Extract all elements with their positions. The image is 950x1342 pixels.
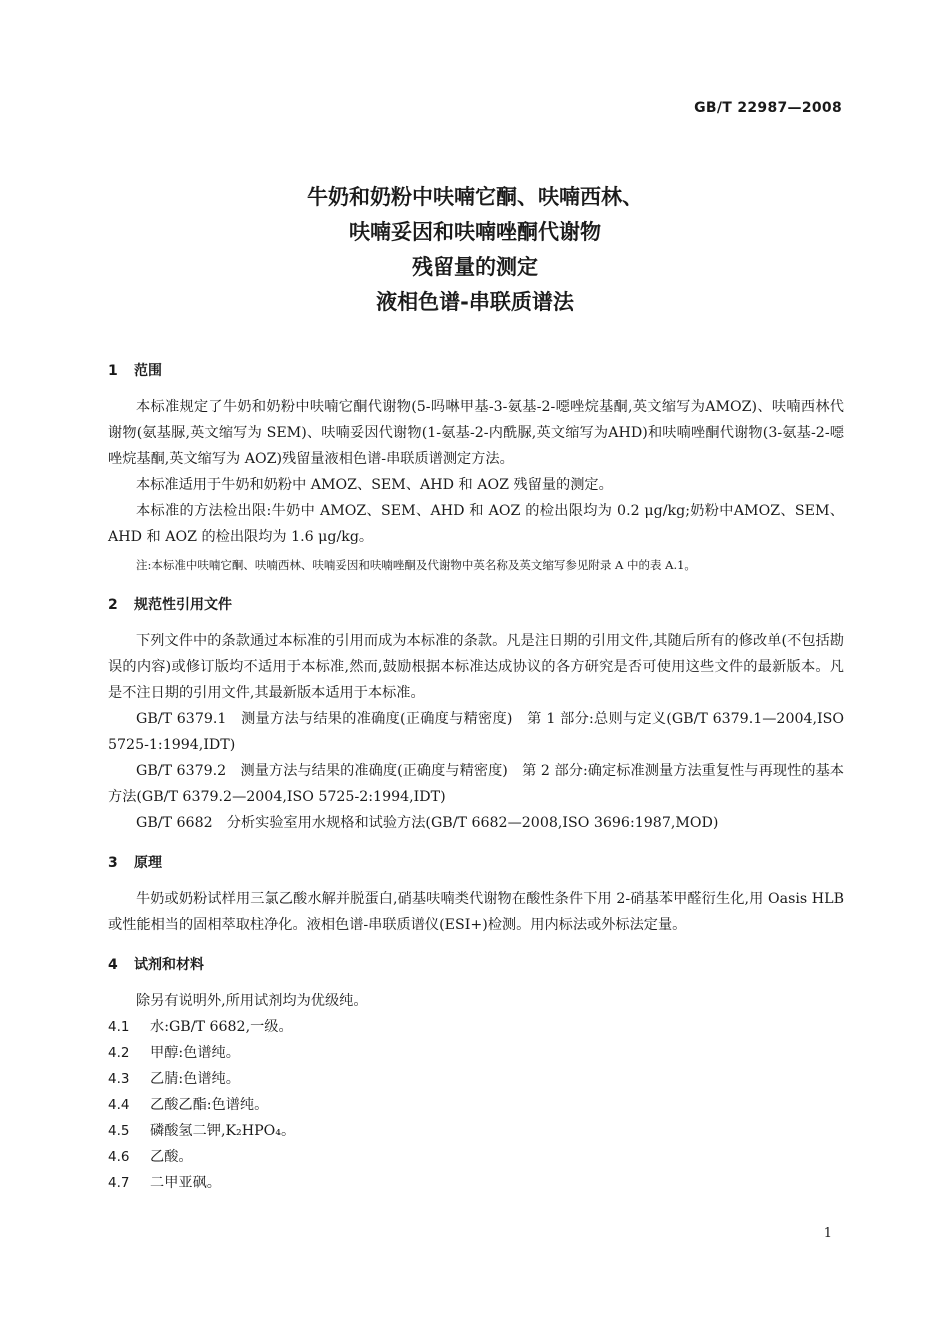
reference-item: GB/T 6379.1 测量方法与结果的准确度(正确度与精密度) 第 1 部分:总则与定义(GB/T 6379.1—2004,ISO 5725-1:1994,IDT) — [108, 711, 844, 753]
item-text: 乙腈:色谱纯。 — [150, 1071, 240, 1087]
section-number: 3 — [108, 855, 118, 871]
item-number: 4.3 — [108, 1071, 130, 1087]
document-body — [108, 358, 844, 1196]
document-title — [0, 180, 950, 320]
paragraph: 下列文件中的条款通过本标准的引用而成为本标准的条款。凡是注日期的引用文件,其随后所有的修改单(不包括勘误的内容)或修订版均不适用于本标准,然而,鼓励根据本标准达成协议的各方研究是否可使用这些文件的最新版本。凡是不注日期的引用文件,其最新版本适用于本标准。 — [108, 633, 844, 701]
item-number: 4.7 — [108, 1175, 130, 1191]
reference-item: GB/T 6379.2 测量方法与结果的准确度(正确度与精密度) 第 2 部分:确定标准测量方法重复性与再现性的基本方法(GB/T 6379.2—2004,ISO 5725-2:1994,IDT) — [108, 763, 844, 805]
item-text: 乙酸乙酯:色谱纯。 — [150, 1097, 269, 1113]
item-text: 水:GB/T 6682,一级。 — [150, 1019, 293, 1035]
item-number: 4.2 — [108, 1045, 130, 1061]
paragraph: 本标准的方法检出限:牛奶中 AMOZ、SEM、AHD 和 AOZ 的检出限均为 0.2 μg/kg;奶粉中AMOZ、SEM、AHD 和 AOZ 的检出限均为 1.6 μg/kg。 — [108, 503, 844, 545]
section-heading-principle — [108, 850, 844, 876]
reagent-item — [108, 1092, 844, 1118]
standard-code: GB/T 22987—2008 — [694, 100, 842, 116]
paragraph: 本标准适用于牛奶和奶粉中 AMOZ、SEM、AHD 和 AOZ 残留量的测定。 — [136, 477, 613, 493]
paragraph: 本标准规定了牛奶和奶粉中呋喃它酮代谢物(5-吗啉甲基-3-氨基-2-噁唑烷基酮,英文缩写为AMOZ)、呋喃西林代谢物(氨基脲,英文缩写为 SEM)、呋喃妥因代谢物(1-氨基-2-内酰脲,英文缩写为AHD)和呋喃唑酮代谢物(3-氨基-2-噁唑烷基酮,英文缩写为 AOZ)残留量液相色谱-串联质谱测定方法。 — [108, 399, 844, 467]
title-line: 牛奶和奶粉中呋喃它酮、呋喃西林、 — [307, 185, 643, 209]
section-title: 范围 — [134, 363, 162, 379]
section-title: 试剂和材料 — [134, 957, 204, 973]
paragraph: 牛奶或奶粉试样用三氯乙酸水解并脱蛋白,硝基呋喃类代谢物在酸性条件下用 2-硝基苯甲醛衍生化,用 Oasis HLB 或性能相当的固相萃取柱净化。液相色谱-串联质谱仪(ESI+)检测。用内标法或外标法定量。 — [108, 891, 844, 933]
item-text: 二甲亚砜。 — [150, 1175, 221, 1191]
reagent-item — [108, 1066, 844, 1092]
item-number: 4.5 — [108, 1123, 130, 1139]
item-number: 4.6 — [108, 1149, 130, 1165]
section-heading-reagents — [108, 952, 844, 978]
item-number: 4.1 — [108, 1019, 130, 1035]
section-heading-normative-references — [108, 592, 844, 618]
section-heading-scope — [108, 358, 844, 384]
item-text: 磷酸氢二钾,K₂HPO₄。 — [150, 1123, 296, 1139]
section-number: 2 — [108, 597, 118, 613]
section-number: 1 — [108, 363, 118, 379]
page-number: 1 — [823, 1226, 832, 1241]
reagent-item — [108, 1040, 844, 1066]
note: 注:本标准中呋喃它酮、呋喃西林、呋喃妥因和呋喃唑酮及代谢物中英名称及英文缩写参见附录 A 中的表 A.1。 — [136, 558, 696, 572]
reagent-item — [108, 1144, 844, 1170]
reference-item: GB/T 6682 分析实验室用水规格和试验方法(GB/T 6682—2008,ISO 3696:1987,MOD) — [136, 815, 719, 831]
section-title: 原理 — [134, 855, 162, 871]
section-number: 4 — [108, 957, 118, 973]
item-text: 乙酸。 — [150, 1149, 193, 1165]
reagent-item — [108, 1118, 844, 1144]
item-text: 甲醇:色谱纯。 — [150, 1045, 240, 1061]
item-number: 4.4 — [108, 1097, 130, 1113]
reagent-item — [108, 1014, 844, 1040]
paragraph: 除另有说明外,所用试剂均为优级纯。 — [136, 993, 368, 1009]
section-title: 规范性引用文件 — [134, 597, 232, 613]
title-line: 呋喃妥因和呋喃唑酮代谢物 — [349, 220, 601, 244]
title-line: 液相色谱-串联质谱法 — [376, 290, 574, 314]
reagent-item — [108, 1170, 844, 1196]
title-line: 残留量的测定 — [412, 255, 538, 279]
